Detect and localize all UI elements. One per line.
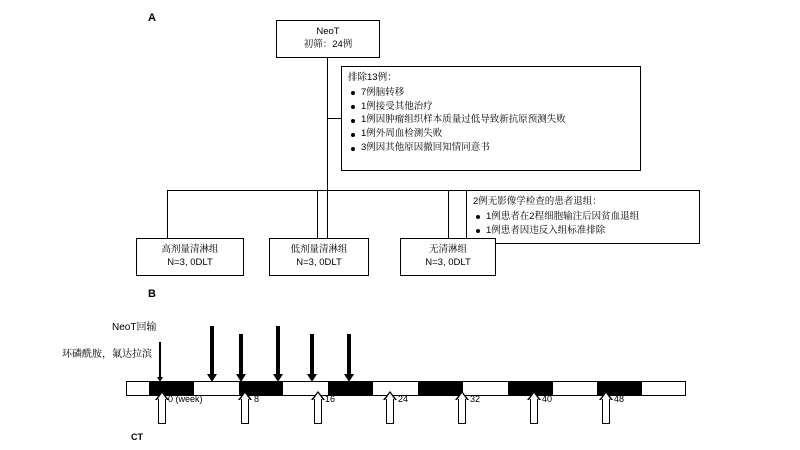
branch-vline-high (167, 190, 168, 238)
tick-label: 8 (254, 394, 260, 404)
panel-label-b: B (148, 288, 157, 300)
tick-label: 16 (325, 394, 336, 404)
ct-arrow-icon (599, 391, 613, 424)
withdrawal-box-header: 2例无影像学检查的患者退组： (473, 196, 602, 207)
group-box-low-dose (269, 238, 369, 276)
trunk-vline (327, 58, 328, 240)
exclusion-item: 7例脑转移 (361, 87, 566, 100)
exclusion-connector (327, 118, 341, 119)
infusion-arrow-icon (307, 334, 317, 382)
group-box-n: N=3, 0DLT (425, 257, 471, 268)
tick-label: 32 (470, 394, 481, 404)
group-box-title: 低剂量清淋组 (290, 244, 348, 256)
infusion-arrow-icon (236, 334, 246, 382)
ct-arrow-icon (311, 391, 325, 424)
group-box-title: 高剂量清淋组 (161, 244, 219, 256)
group-box-title: 无清淋组 (428, 244, 467, 256)
annotation-chemo: 环磷酰胺，氟达拉滨 (62, 349, 152, 360)
group-box-n: N=3, 0DLT (167, 257, 213, 268)
exclusion-box (341, 66, 641, 171)
chemo-arrow-icon (157, 342, 163, 382)
exclusion-box-list (348, 87, 566, 156)
screening-box (276, 20, 380, 58)
axis-unit-label: 0 (week) (168, 394, 203, 404)
tick-label: 48 (614, 394, 625, 404)
group-box-high-dose (136, 238, 244, 276)
exclusion-item: 1例接受其他治疗 (361, 101, 566, 114)
ct-label: CT (131, 432, 143, 442)
ct-arrow-icon (455, 391, 469, 424)
timeline-segment (328, 382, 373, 395)
tick-label: 24 (398, 394, 409, 404)
exclusion-item: 1例因肿瘤组织样本质量过低导致新抗原预测失败 (361, 114, 566, 126)
withdrawal-box-list (473, 211, 639, 239)
infusion-arrow-icon (344, 334, 354, 382)
withdrawal-item: 1例患者在2程细胞输注后因贫血退组 (486, 210, 640, 222)
screening-box-line2: 初筛：24例 (303, 39, 353, 50)
timeline-segment (642, 382, 685, 395)
group-box-n: N=3, 0DLT (296, 257, 342, 268)
ct-arrow-icon (238, 391, 252, 424)
ct-arrow-icon (383, 391, 397, 424)
exclusion-item: 1例外周血检测失败 (361, 128, 566, 141)
annotation-neot-infusion: NeoT回输 (112, 322, 157, 333)
tick-label: 40 (542, 394, 553, 404)
timeline-segment (553, 382, 598, 395)
ct-arrow-icon (527, 391, 541, 424)
infusion-arrow-icon (273, 326, 283, 382)
branch-vline-low (317, 190, 318, 238)
exclusion-box-header: 排除13例： (348, 72, 397, 83)
timeline-segment (127, 382, 149, 395)
branch-vline-none (448, 190, 449, 238)
exclusion-item: 3例因其他原因撤回知情同意书 (361, 142, 566, 155)
withdrawal-item: 1例患者因违反入组标准排除 (486, 225, 639, 238)
panel-label-a: A (148, 12, 157, 24)
ct-arrow-icon (155, 391, 169, 424)
infusion-arrow-icon (207, 326, 217, 382)
withdrawal-box (466, 190, 700, 244)
group-box-no-lymphodepletion (400, 238, 496, 276)
screening-box-line1: NeoT (316, 26, 340, 38)
